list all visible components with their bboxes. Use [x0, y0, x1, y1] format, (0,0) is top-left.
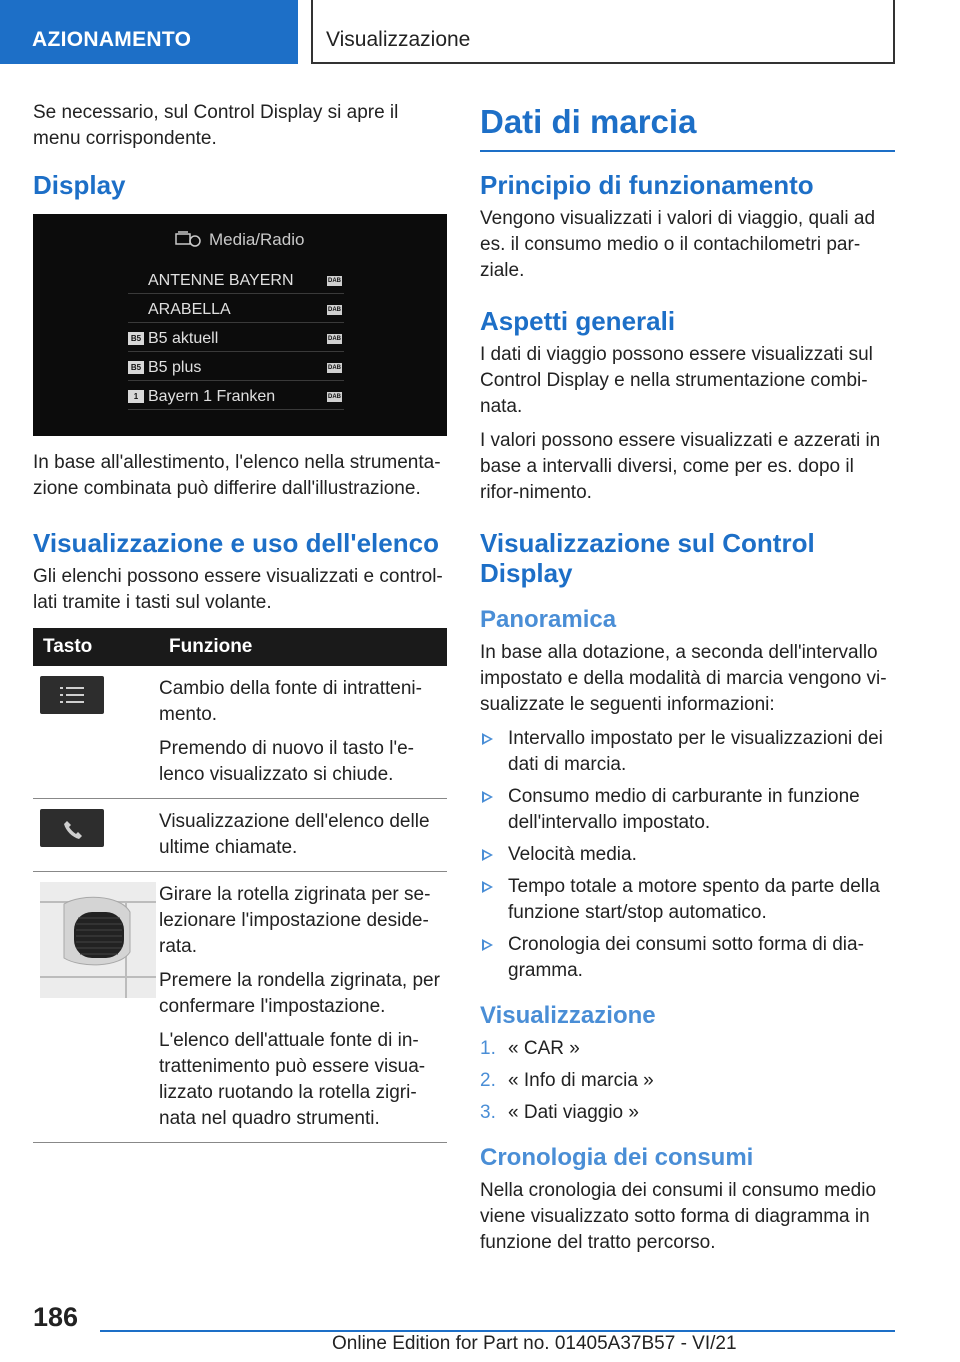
list-text: Gli elenchi possono essere visualizzati e control-lati tramite i tasti sul volante.	[33, 566, 443, 613]
step-number: 1.	[480, 1038, 496, 1059]
list-heading: Visualizzazione e uso dell'elenco	[33, 528, 439, 558]
knurled-wheel-icon	[40, 882, 156, 998]
main-heading: Dati di marcia	[480, 100, 895, 152]
chapter-title: Visualizzazione	[326, 28, 471, 51]
step-text: « CAR »	[508, 1038, 580, 1059]
function-text: Visualizzazione dell'elenco delle ultime chiamate.	[159, 811, 430, 858]
station-label: B5 plus	[148, 359, 202, 376]
list-item-text: Tempo totale a motore spento da parte della funzione start/stop automatico.	[508, 876, 880, 923]
station-logo: B5	[128, 332, 144, 345]
list-item	[480, 784, 895, 836]
step-item	[480, 1100, 895, 1126]
col-header-function: Funzione	[159, 628, 447, 666]
table-row	[33, 799, 447, 872]
section-title: AZIONAMENTO	[32, 28, 192, 51]
station-label: ANTENNE BAYERN	[148, 272, 294, 289]
dab-badge: DAB	[328, 394, 341, 400]
list-item	[480, 726, 895, 778]
general-heading: Aspetti generali	[480, 306, 676, 336]
left-column	[33, 100, 447, 1143]
function-text: Premere la rondella zigrinata, per confermare l'impostazione.	[159, 970, 440, 1017]
dab-badge: DAB	[328, 307, 341, 313]
intro-text: Se necessario, sul Control Display si apre il menu corrispondente.	[33, 102, 399, 149]
view-heading: Visualizzazione	[480, 1002, 656, 1029]
table-row	[33, 872, 447, 1143]
list-button-icon	[40, 676, 104, 714]
chapter-tab	[311, 0, 895, 64]
list-item	[480, 874, 895, 926]
triangle-bullet-icon	[482, 733, 493, 745]
station-label: Bayern 1 Franken	[148, 388, 276, 405]
page-number: 186	[33, 1302, 79, 1332]
control-display-heading: Visualizzazione sul Control Display	[480, 528, 815, 588]
list-item	[480, 842, 895, 868]
step-text: « Dati viaggio »	[508, 1102, 639, 1123]
step-number: 2.	[480, 1070, 496, 1091]
function-text: Premendo di nuovo il tasto l'e-lenco visualizzato si chiude.	[159, 738, 414, 785]
right-column	[480, 100, 895, 1264]
edition-text: Online Edition for Part no. 01405A37B57 - VI/21	[332, 1333, 737, 1354]
dab-badge: DAB	[328, 365, 341, 371]
step-number: 3.	[480, 1102, 496, 1123]
display-illustration	[33, 214, 447, 436]
media-radio-icon	[175, 230, 201, 248]
principle-text: Vengono visualizzati i valori di viaggio, quali ad es. il consumo medio o il contachilometri par-ziale.	[480, 208, 876, 281]
station-row	[128, 297, 344, 323]
triangle-bullet-icon	[482, 849, 493, 861]
overview-text: In base alla dotazione, a seconda dell'intervallo impostato e della modalità di marcia vengono vi-sualizzate le seguenti informazioni:	[480, 642, 887, 715]
function-text: Cambio della fonte di intratteni-mento.	[159, 678, 422, 725]
overview-heading: Panoramica	[480, 606, 617, 633]
station-row	[128, 326, 344, 352]
step-text: « Info di marcia »	[508, 1070, 654, 1091]
triangle-bullet-icon	[482, 881, 493, 893]
station-row	[128, 355, 344, 381]
station-label: B5 aktuell	[148, 330, 219, 347]
station-row	[128, 384, 344, 410]
display-title: Media/Radio	[209, 230, 305, 249]
station-logo: B5	[128, 361, 144, 374]
keys-table	[33, 628, 447, 1143]
list-item-text: Velocità media.	[508, 844, 637, 865]
history-text: Nella cronologia dei consumi il consumo medio viene visualizzato sotto forma di diagramma in funzione del tratto percorso.	[480, 1180, 877, 1253]
step-item	[480, 1068, 895, 1094]
principle-heading: Principio di funzionamento	[480, 170, 814, 200]
list-item-text: Consumo medio di carburante in funzione dell'intervallo impostato.	[508, 786, 860, 833]
triangle-bullet-icon	[482, 791, 493, 803]
list-item-text: Intervallo impostato per le visualizzazioni dei dati di marcia.	[508, 728, 883, 775]
general-text: I valori possono essere visualizzati e azzerati in base a intervalli diversi, come per es. dopo il rifor-nimento.	[480, 430, 881, 503]
footer-divider	[100, 1330, 895, 1332]
steps-list	[480, 1036, 895, 1126]
history-heading: Cronologia dei consumi	[480, 1144, 754, 1171]
general-text: I dati di viaggio possono essere visualizzati sul Control Display e nella strumentazione combi-nata.	[480, 344, 873, 417]
display-heading: Display	[33, 170, 126, 200]
phone-button-icon	[40, 809, 104, 847]
step-item	[480, 1036, 895, 1062]
dab-badge: DAB	[328, 336, 341, 342]
dab-badge: DAB	[328, 278, 341, 284]
table-row	[33, 666, 447, 799]
station-logo: 1	[128, 390, 144, 403]
section-tab	[0, 0, 298, 64]
list-item	[480, 932, 895, 984]
station-label: ARABELLA	[148, 301, 231, 318]
function-text: Girare la rotella zigrinata per se-lezionare l'impostazione deside-rata.	[159, 884, 431, 957]
info-list	[480, 726, 895, 984]
list-item-text: Cronologia dei consumi sotto forma di dia-gramma.	[508, 934, 864, 981]
triangle-bullet-icon	[482, 939, 493, 951]
function-text: L'elenco dell'attuale fonte di in-trattenimento può essere visua-lizzato ruotando la rotella zigri-nata nel quadro strumenti.	[159, 1030, 426, 1129]
station-row	[128, 268, 344, 294]
col-header-key: Tasto	[33, 628, 159, 666]
display-caption: In base all'allestimento, l'elenco nella strumenta-zione combinata può differire dall'illustrazione.	[33, 452, 441, 499]
